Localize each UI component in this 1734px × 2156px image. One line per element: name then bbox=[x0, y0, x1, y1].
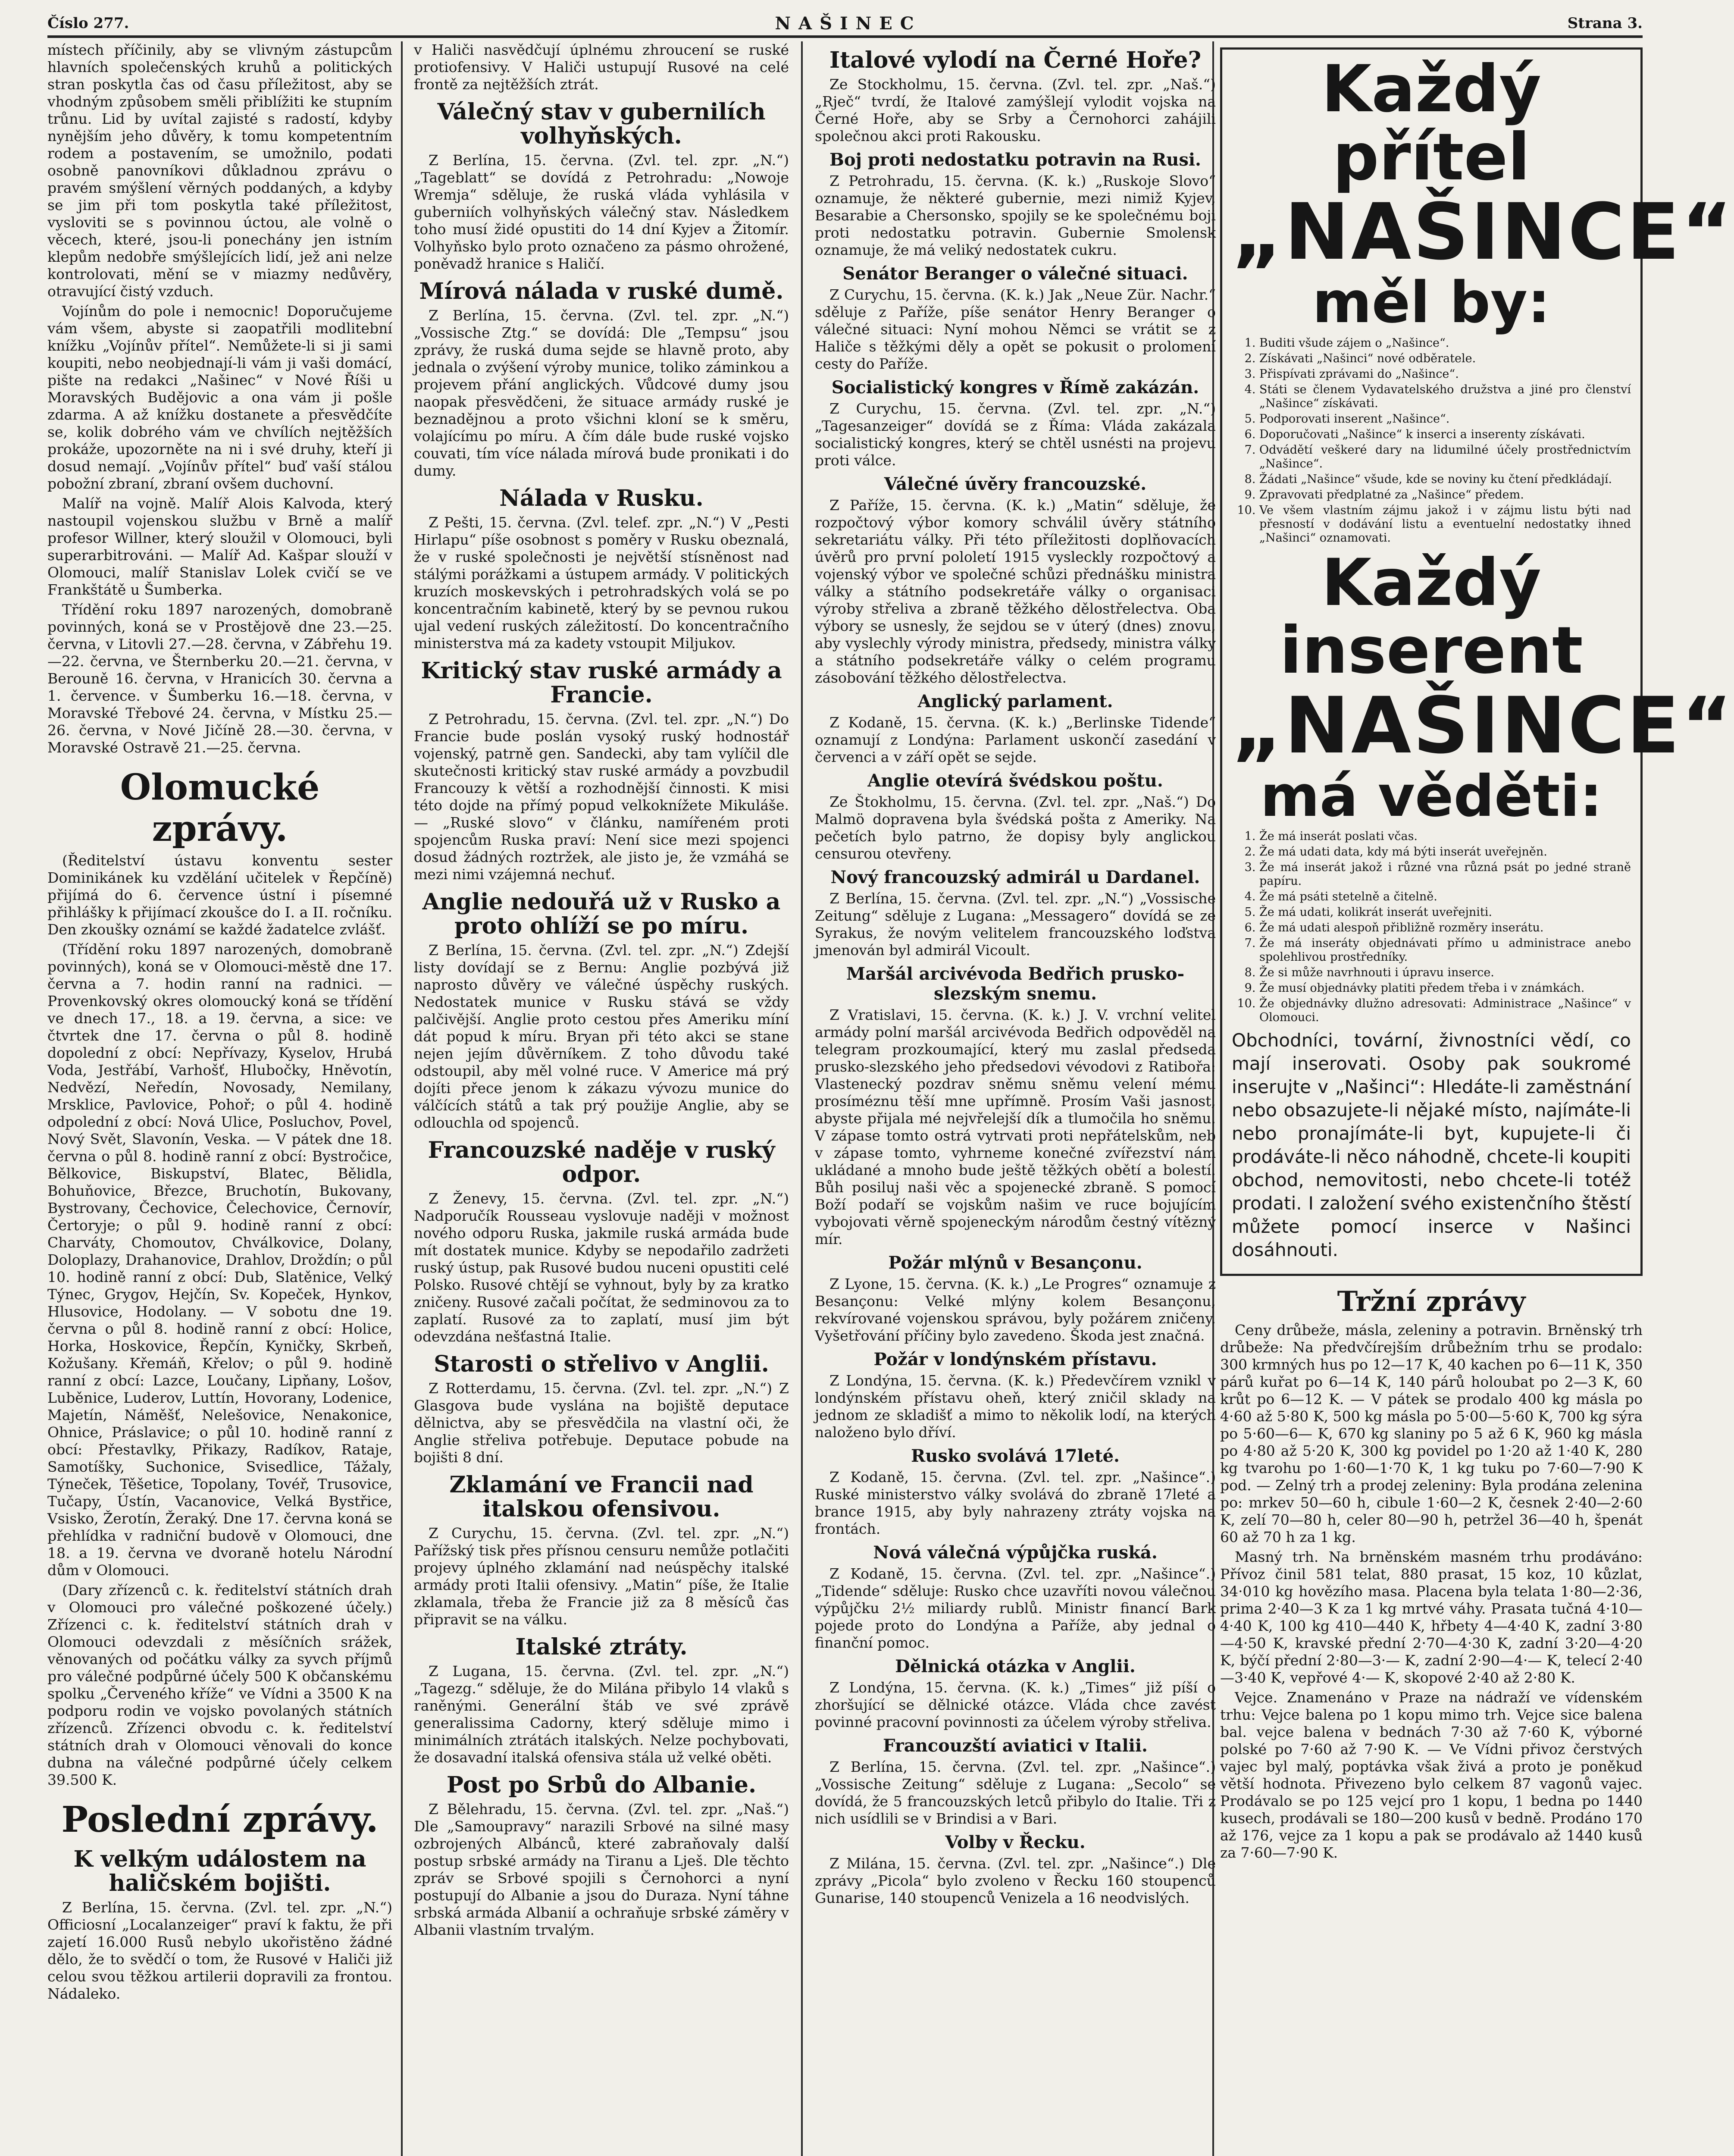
article-paragraph: Z Berlína, 15. června. (Zvl. tel. zpr. „N.“) Officiosní „Localanzeiger“ praví k faktu, že při zajetí 16.000 Rusů nebylo ukořistěno žádné dělo, že to svědčí o tom, že Rusové v Haliči již celou svou těžkou artilerii dopravili za frontou. Nádaleko. bbox=[47, 1899, 392, 2002]
article-paragraph: Z Paříže, 15. června. (K. k.) „Matin“ sděluje, že rozpočtový výbor komory schválil úvěry státního sekretariátu války. Při této příležitosti doplňovacích úvěrů pro první pololetí 1915 vysleckly rozpočtový a vojenský výbor ve společné schůzi přednášku ministra války a státního podsekretáře války o organisaci výroby střeliva a zbraně těžkého dělostřelectva. Oba výbory se usnesly, že sejdou se v úterý (dnes) znovu, aby vyslechly výrody ministra, předsedy, ministra války a státního podsekretáře války o celém programu zásobování těžkého dělostřelectva. bbox=[815, 497, 1216, 686]
article-paragraph: Z Berlína, 15. června. (Zvl. tel. zpr. „N.“) „Vossische Ztg.“ se dovídá: Dle „Tempsu“ jsou zprávy, že ruská duma sejde se hlavně proto, aby jednala o zvýšení výroby munice, toliko záminkou a projevem přání anglických. Vůdcové dumy jsou naopak přesvědčeni, že situace armády ruské je beznadějnou a proto všichni kloní se k směru, volajícímu po míru. A čím dále bude ruské vojsko couvati, tím více nálada mírová bude pronikati i do dumy. bbox=[414, 307, 789, 479]
ad-list bbox=[1232, 830, 1631, 1025]
article-heading: Maršál arcivévoda Bedřich prusko-slezským snemu. bbox=[846, 964, 1185, 1004]
article-paragraph: Z Berlína, 15. června. (Zvl. tel. zpr. „N.“) „Vossische Zeitung“ sděluje z Lugana: „Messagero“ dovídá se ze Syrakus, že novým velitelem francouzského loďstva jmenován byl admirál Vicoult. bbox=[815, 890, 1216, 959]
article-heading: Italové vylodí na Černé Hoře? bbox=[829, 47, 1202, 73]
article-heading: Válečný stav v gubernilích volhyňských. bbox=[437, 99, 766, 149]
article-heading: Požár v londýnském přístavu. bbox=[873, 1349, 1157, 1369]
article-heading: Kritický stav ruské armády a Francie. bbox=[421, 658, 782, 708]
column-3 bbox=[815, 41, 1216, 2156]
article-paragraph: Malíř na vojně. Malíř Alois Kalvoda, který nastoupil vojenskou službu v Brně a malíř profesor Willner, který sloužil v Olomouci, byli superarbitrováni. — Malíř Ad. Kašpar slouží v Olomouci, malíř Stanislav Lolek cvičí se ve Frankštátě u Šumberka. bbox=[47, 495, 392, 598]
article-paragraph: Z Berlína, 15. června. (Zvl. tel. zpr. „Našince“.) „Vossische Zeitung“ sděluje z Lugana: „Secolo“ se dovídá, že 5 francouzských letců přibylo do Italie. Tři z nich usídlili se v Brindisi a v Bari. bbox=[815, 1758, 1216, 1827]
article-paragraph: (Ředitelství ústavu konventu sester Dominikánek ku vzdělání učitelek v Řepčíně) přijímá do 6. července ústní i písemné přihlášky k přijímací zkoušce do I. a II. ročníku. Den zkoušky oznámí se každé žadatelce zvlášť. bbox=[47, 852, 392, 938]
ad-heading: „NAŠINCE“ bbox=[1232, 680, 1734, 771]
column-4 bbox=[1220, 41, 1734, 2156]
article-heading: Volby v Řecku. bbox=[945, 1832, 1086, 1852]
newspaper-title: NAŠINEC bbox=[775, 13, 922, 34]
article-paragraph: Z Lugana, 15. června. (Zvl. tel. zpr. „N.“) „Tagezg.“ sděluje, že do Milána přibylo 14 vlaků s raněnými. Generální štáb ve své zprávě generalissima Cadorny, který sděluje mimo i minimálních ztrátách italských. Nelze pochybovati, že dosavadní italská ofensiva stála už velké oběti. bbox=[414, 1663, 789, 1766]
article-paragraph: Z Berlína, 15. června. (Zvl. tel. zpr. „N.“) Zdejší listy dovídají se z Bernu: Anglie pozbývá již naprosto důvěry ve válečné úspěchy ruských. Nedostatek munice v Rusku stává se vždy palčivější. Anglie proto cestou přes Ameriku míní dát popud k míru. Bryan při této akci se stane nejen jejím důvěrníkem. Z toho důvodu také odstoupil, aby měl volné ruce. V Americe má prý dojíti přece jenom k zákazu vývozu munice do válčících států a tak prý použije Anglie, aby se odlouchla od spojenců. bbox=[414, 942, 789, 1131]
list-item: 10. Ve všem vlastním zájmu jakož i v zájmu listu býti nad přesností v dodávání listu a eventuelní nedostatky ihned „Našinci“ oznamovati. bbox=[1259, 504, 1631, 545]
article-paragraph: Z Lyone, 15. června. (K. k.) „Le Progres“ oznamuje z Besançonu: Velké mlýny kolem Besançonu, rekvírované vojenskou správou, byly požárem zničeny. Vyšetřování příčiny bylo zavedeno. Škoda jest značná. bbox=[815, 1275, 1216, 1344]
article-heading: Válečné úvěry francouzské. bbox=[884, 474, 1147, 494]
column-2 bbox=[414, 41, 789, 2156]
article-heading: Socialistický kongres v Římě zakázán. bbox=[831, 377, 1199, 398]
article-heading: Mírová nálada v ruské dumě. bbox=[419, 278, 784, 304]
article-paragraph: v Haliči nasvědčují úplnému zhroucení se ruské protiofensivy. V Haliči ustupují Rusové na celé frontě za nejtěžších ztrát. bbox=[414, 41, 789, 93]
article-paragraph: Z Rotterdamu, 15. června. (Zvl. tel. zpr. „N.“) Z Glasgova bude vyslána na bojiště deputace dělnictva, aby se přesvědčila na vlastní oči, že Anglie střeliva potřebuje. Deputace pobude na bojišti 8 dní. bbox=[414, 1380, 789, 1466]
article-paragraph: Z Curychu, 15. června. (K. k.) Jak „Neue Zür. Nachr.“ sděluje z Paříže, píše senátor Henry Beranger o válečné situaci: Nyní mohou Němci se vrátit se z Haliče s těžkými děly a opět se pokusit o prolomení cesty do Paříže. bbox=[815, 286, 1216, 372]
article-heading: Nová válečná výpůjčka ruská. bbox=[873, 1542, 1158, 1563]
section-heading: Poslední zprávy. bbox=[61, 1799, 379, 1840]
article-paragraph: Z Kodaně, 15. června. (K. k.) „Berlinske Tidende“ oznamují z Londýna: Parlament uskončí zasedání v červenci a v září opět se sejde. bbox=[815, 714, 1216, 765]
article-paragraph: Z Ženevy, 15. června. (Zvl. tel. zpr. „N.“) Nadporučík Rousseau vyslovuje naději v možnost nového odporu Ruska, jakmile ruská armáda bude mít dostatek munice. Kdyby se nepodařilo zadržeti ruský ústup, pak Rusové budou nuceni opustiti celé Polsko. Rusové chtějí se vyhnout, byly by za kratko zničeny. Rusové začali počítat, že sedminovou za to zaplatí. Rusové za to zaplatí, musí jim být odevzdána nešťastná Italie. bbox=[414, 1190, 789, 1345]
list-item: 2. Že má udati data, kdy má býti inserát uveřejněn. bbox=[1259, 845, 1631, 859]
column-rule bbox=[401, 41, 403, 2156]
article-paragraph: Z Londýna, 15. června. (K. k.) „Times“ již píší o zhoršující se dělnické otázce. Vláda chce zavést povinné pracovní povinnosti za účelem výroby střeliva. bbox=[815, 1679, 1216, 1730]
article-heading: Francouzští aviatici v Italii. bbox=[883, 1736, 1148, 1756]
article-heading: Senátor Beranger o válečné situaci. bbox=[842, 263, 1188, 284]
list-item: 4. Že má psáti stetelně a čitelně. bbox=[1259, 890, 1631, 904]
article-paragraph: Vojínům do pole i nemocnic! Doporučujeme vám všem, abyste si zaopatřili modlitební knížku „Vojínův přítel“. Nemůžete-li si ji sami koupiti, nebo neobjednají-li vám ji vaši domácí, pište na redakci „Našinec“ v Nové Říši u Moravských Budějovic a ona vám ji pošle zdarma. A až knížku dostanete a přesvědčíte se, kolik dobrého vám ve chvílích nejtěžších prokáže, upozorněte na ni i své druhy, kteří ji dosud nemají. „Vojínův přítel“ buď vaší stálou pobožní zbraní, zbraní ovšem duchovní. bbox=[47, 303, 392, 492]
article-paragraph: Z Londýna, 15. června. (K. k.) Předevčírem vznikl v londýnském přístavu oheň, který zničil sklady na jednom ze skladišť a mimo to několik lodí, na kterých naloženo bylo dříví. bbox=[815, 1372, 1216, 1441]
list-item: 1. Že má inserát poslati včas. bbox=[1259, 830, 1631, 843]
article-paragraph: Z Kodaně, 15. června. (Zvl. tel. zpr. „Našince“.) Ruské ministerstvo války svolává do zbraně 17leté a brance 1915, aby byly nahrazeny ztráty vojska na frontách. bbox=[815, 1469, 1216, 1537]
article-heading: Zklamání ve Francii nad italskou ofensivou. bbox=[449, 1472, 754, 1522]
list-item: 6. Že má udati alespoň přibližně rozměry inserátu. bbox=[1259, 921, 1631, 935]
article-heading: Anglie otevírá švédskou poštu. bbox=[867, 771, 1163, 791]
list-item: 10. Že objednávky dlužno adresovati: Administrace „Našince“ v Olomouci. bbox=[1259, 997, 1631, 1025]
advertisement-friend bbox=[1220, 47, 1734, 1276]
list-item: 1. Buditi všude zájem o „Našince“. bbox=[1259, 336, 1631, 350]
header-rule bbox=[47, 35, 1643, 38]
article-heading: Nový francouzský admirál u Dardanel. bbox=[830, 867, 1200, 887]
list-item: 5. Podporovati inserent „Našince“. bbox=[1259, 412, 1631, 426]
article-paragraph: Třídění roku 1897 narozených, domobraně povinných, koná se v Prostějově dne 23.—25. června, v Litovli 27.—28. června, v Zábřehu 19.—22. června, ve Šternberku 20.—21. června, v Berouně 16. června, v Hranicích 30. června a 1. července. v Šumberku 16.—18. června, v Moravské Třebové 24. června, v Místku 25.—26. června, v Nové Jičíně 28.—30. června, v Moravské Ostravě 21.—25. června. bbox=[47, 601, 392, 756]
article-paragraph: Vejce. Znamenáno v Praze na nádraží ve vídenském trhu: Vejce balena po 1 kopu mimo trh. Vejce sice balena bal. vejce balena v bednách 7·30 až 7·60 K, výborné polské po 7·60 až 7·90 K. — Ve Vídni přivoz čerstvých vajec byl malý, poptávka však živá a proto je poněkud větší hodnota. Přivezeno bylo celkem 87 vagonů vajec. Prodávalo se po 125 vejcí pro 1 kopu, 1 bedna po 1440 kusech, prodávali se 180—200 kusů v bedně. Prodáno 170 až 176, vejce za 1 kopu a pak se prodávalo až 1440 kusů za 7·60—7·90 K. bbox=[1220, 1689, 1643, 1861]
ad-text: Obchodníci, tovární, živnostníci vědí, co mají inserovati. Osoby pak soukromé inserujte v „Našinci“: Hledáte-li zaměstnání nebo obsazujete-li nějaké místo, najímáte-li nebo pronajímáte-li byt, kupujete-li či prodáváte-li něco náhodně, chcete-li koupiti obchod, nemovitosti, nebo chcete-li totéž prodati. I založení svého existenčního štěstí můžete pomocí inserce v Našinci dosáhnouti. bbox=[1232, 1030, 1631, 1261]
article-paragraph: Z Petrohradu, 15. června. (Zvl. tel. zpr. „N.“) Do Francie bude poslán vysoký ruský hodnostář vojenský, patrně gen. Sandecki, aby tam vylíčil dle skutečnosti kritický stav ruské armády a povzbudil Francouzy k větší a rozhodnější činnosti. K misi této dojde na přímý popud velkoknížete Mikuláše. — „Ruské slovo“ v článku, namířeném proti spojencům Ruska praví: Není sice mezi spojenci dosud žádných roztržek, ale jisto je, že vzmáhá se mezi nimi vzájemná nechuť. bbox=[414, 711, 789, 883]
article-paragraph: Z Curychu, 15. června. (Zvl. tel. zpr. „N.“) „Tagesanzeiger“ dovídá se z Říma: Vláda zakázala socialistický kongres, který se chtěl usnésti na projevu proti válce. bbox=[815, 400, 1216, 469]
list-item: 9. Že musí objednávky platiti předem třeba i v známkách. bbox=[1259, 981, 1631, 995]
list-item: 6. Doporučovati „Našince“ k inserci a inserenty získávati. bbox=[1259, 428, 1631, 442]
column-1 bbox=[47, 41, 392, 2156]
list-item: 8. Žádati „Našince“ všude, kde se noviny ku čtení předkládají. bbox=[1259, 473, 1631, 486]
article-paragraph: Z Bělehradu, 15. června. (Zvl. tel. zpr. „Naš.“) Dle „Samoupravy“ narazili Srbové na silné masy ozbrojených Albánců, které zabraňovaly další postup srbské armády na Tiranu a Lješ. Dle těchto zpráv se Srbové spojili s Černohorci a nyní postupují do Albanie a jsou do Duraza. Nyní táhne srbská armáda Albanií a ochraňuje srbské záměry v Albanii vlastním trvalým. bbox=[414, 1801, 789, 1938]
list-item: 7. Že má inseráty objednávati přímo u administrace anebo spolehlivou prostředníky. bbox=[1259, 937, 1631, 964]
article-paragraph: Z Milána, 15. června. (Zvl. tel. zpr. „Našince“.) Dle zprávy „Picola“ bylo zvoleno v Řecku 160 stoupenců Gunarise, 140 stoupenců Venizela a 16 neodvislých. bbox=[815, 1855, 1216, 1906]
article-paragraph: místech příčinily, aby se vlivným zástupcům hlavních společenských kruhů a politických stran poskytla čas od času příležitost, aby se vhodným způsobem směli přiblížiti ke stupním trůnu. Lid by uvítal zajisté s radostí, kdyby nynějším jeho důvěry, k tomu kompetentním rodem a postavením, se umožnilo, podati osobně panovníkovi důkladnou zprávu o pravém smýšlení věrných poddaných, a kdyby se jim při tom poskytla také příležitost, vysloviti se s povinnou úctou, ale volně o věcech, které, jsou-li ponechány jen istním klepům nedobře smýšlejících lidí, jež ani nelze kontrolovati, mění se v miazmy nedůvěry, otravující čistý vzduch. bbox=[47, 41, 392, 300]
page-header bbox=[47, 15, 1643, 32]
list-item: 3. Že má inserát jakož i různé vna různá psát po jedné straně papíru. bbox=[1259, 861, 1631, 888]
issue-number: Číslo 277. bbox=[47, 15, 129, 32]
ad-heading: Každý přítel bbox=[1321, 52, 1541, 195]
list-item: 7. Odvádětí veškeré dary na lidumilné účely prostřednictvím „Našince“. bbox=[1259, 443, 1631, 471]
list-item: 8. Že si může navrhnouti i úpravu inserce. bbox=[1259, 966, 1631, 980]
article-heading: Anglický parlament. bbox=[917, 691, 1113, 711]
article-heading: Francouzské naděje v ruský odpor. bbox=[428, 1137, 775, 1188]
article-paragraph: Z Curychu, 15. června. (Zvl. tel. zpr. „N.“) Pařížský tisk přes přísnou censuru nemůže potlačiti projevy úplného zklamání nad neúspěchy italské armády proti Italii ofensivy. „Matin“ píše, že Italie zklamala, třeba že Francie již za 8 měsíců čas připravit se na válku. bbox=[414, 1525, 789, 1628]
ad-heading: má věděti: bbox=[1260, 763, 1603, 830]
article-heading: Boj proti nedostatku potravin na Rusi. bbox=[829, 150, 1201, 170]
list-item: 3. Přispívati zprávami do „Našince“. bbox=[1259, 367, 1631, 381]
list-item: 9. Zpravovati předplatné za „Našince“ předem. bbox=[1259, 488, 1631, 502]
article-paragraph: Ze Štokholmu, 15. června. (Zvl. tel. zpr. „Naš.“) Do Malmö dopravena byla švédská pošta z Ameriky. Na pečetích bylo patrno, že dopisy byly anglickou censurou otevřeny. bbox=[815, 793, 1216, 862]
article-heading: Starosti o střelivo v Anglii. bbox=[434, 1351, 769, 1377]
article-heading: Anglie nedouřá už v Rusko a proto ohlíží se po míru. bbox=[422, 889, 781, 939]
ad-heading: měl by: bbox=[1312, 270, 1550, 336]
article-heading: Nálada v Rusku. bbox=[499, 485, 704, 511]
article-heading: Požár mlýnů v Besançonu. bbox=[888, 1253, 1142, 1273]
article-paragraph: Z Vratislavi, 15. června. (K. k.) J. V. vrchní velitel armády polní maršál arcivévoda Bedřich odpověděl na telegram prozkoumající, který mu zaslal předseda prusko-slezského jeho předsedovi vévodovi z Ratibořa: Vlastenecký pozdrav sněmu sněmu velení mému prosíméznu těší mne upřímně. Prosím Vaši jasnost, abyste přijala mé nejvřelejší dík a tlumočila ho sněmu. V zápase tomto ostrá vytrvati proti nepřátelskům, neb v zápase tomto, vyhrneme konečné zvířezství nám ukládané a mnoho bude ještě těžkých obětí a bolestí. Bůh posiluj naši věc a spojenecké zbraně. S pomocí Boží podaří se vojskům našim ve ruce bojujícím vybojovati věrně spojeneckým národům čestný vítězný mír. bbox=[815, 1006, 1216, 1247]
article-heading: Rusko svolává 17leté. bbox=[911, 1446, 1120, 1466]
ad-list bbox=[1232, 336, 1631, 545]
article-heading: Dělnická otázka v Anglii. bbox=[895, 1656, 1136, 1677]
article-paragraph: Masný trh. Na brněnském masném trhu prodáváno: Přívoz činil 581 telat, 880 prasat, 15 koz, 10 kůzlat, 34·010 kg hovězího masa. Placena byla telata 1·80—2·36, prima 2·40—3 K za 1 kg mrtvé váhy. Prasata tučná 4·10—4·40 K, 100 kg 410—440 K, hřbety 4—4·40 K, zadní 3·80—4·50 K, kravské přední 2·70—4·30 K, zadní 3·20—4·20 K, býčí přední 2·80—3·— K, zadní 2·90—4·— K, telecí 2·40—3·40 K, vepřové 4·— K, skopové 2·40 až 2·80 K. bbox=[1220, 1548, 1643, 1686]
article-paragraph: Z Pešti, 15. června. (Zvl. telef. zpr. „N.“) V „Pesti Hirlapu“ píše osobnost s poměry v Rusku obeznalá, že v ruské společnosti je největší stísněnost nad stálými porážkami a ústupem armády. V politických kruzích moskevských i petrohradských volá se po koncentračním kabinetě, který by se pevnou rukou ujal vedení ruských záležitostí. Do koncentračního ministerstva má za kadety vstoupit Miljukov. bbox=[414, 514, 789, 652]
article-paragraph: Z Berlína, 15. června. (Zvl. tel. zpr. „N.“) „Tageblatt“ se dovídá z Petrohradu: „Nowoje Wremja“ sděluje, že ruská vláda vyhlásila v guberniích volhyňských válečný stav. Následkem toho musí židé opustiti do 14 dní Kyjev a Žitomír. Volhyňsko bylo proto označeno za pásmo ohrožené, poněvadž hranice s Haličí. bbox=[414, 152, 789, 272]
section-heading: Olomucké zprávy. bbox=[120, 767, 320, 849]
ad-heading: „NAŠINCE“ bbox=[1232, 187, 1734, 277]
article-heading: Italské ztráty. bbox=[515, 1634, 688, 1660]
list-item: 4. Státi se členem Vydavatelského družstva a jiné pro členství „Našince“ získávati. bbox=[1259, 383, 1631, 411]
article-paragraph: Ze Stockholmu, 15. června. (Zvl. tel. zpr. „Naš.“) „Rječ“ tvrdí, že Italové zamýšlejí vylodit vojska na Černé Hoře, aby se Srby a Černohorci zahájili společnou akci proti Rakousku. bbox=[815, 76, 1216, 144]
list-item: 5. Že má udati, kolikrát inserát uveřejniti. bbox=[1259, 906, 1631, 919]
section-heading: Tržní zprávy bbox=[1337, 1285, 1526, 1318]
list-item: 2. Získávati „Našinci“ nové odběratele. bbox=[1259, 352, 1631, 366]
article-paragraph: Ceny drůbeže, másla, zeleniny a potravin. Brněnský trh drůbeže: Na předvčírejším drůbežním trhu se prodalo: 300 krmných hus po 12—17 K, 40 kachen po 6—11 K, 350 párů kuřat po 6—14 K, 140 párů holoubat po 2—3 K, 60 krůt po 6—12 K. — V pátek se prodalo 400 kg másla po 4·60 až 5·80 K, 500 kg másla po 5·00—5·60 K, 700 kg sýra po 5·60—6— K, 670 kg slaniny po 5 až 6 K, 960 kg másla po 4·80 až 5·20 K, 300 kg povidel po 1·20 až 1·40 K, 280 kg tvarohu po 1·60—1·70 K, 1 kg tuku po 7·60—7·90 K pod. — Zelný trh a prodej zeleniny: Byla prodána zelenina po: mrkev 50—60 h, cibule 1·60—2 K, česnek 2·40—2·60 K, zelí 70—80 h, celer 80—90 h, petržel 36—40 h, špenát 60 až 70 h za 1 kg. bbox=[1220, 1322, 1643, 1546]
article-heading: K velkým událostem na haličském bojišti. bbox=[73, 1846, 366, 1896]
article-paragraph: (Dary zřízenců c. k. ředitelství státních drah v Olomouci pro válečné poškozené účely.) Zřízenci c. k. ředitelství státních drah v Olomouci odevzdali z měsíčních srážek, věnovaných od počátku války za syvch příjmů pro válečné podpůrné účely 500 K občanskému spolku „Červeného kříže“ ve Vídni a 3500 K na podporu rodin ve vojsko povolaných státních zřízenců. Zřízenci obvodu c. k. ředitelství státních drah v Olomouci věnovali do konce dubna na válečné podpůrné účely celkem 39.500 K. bbox=[47, 1582, 392, 1788]
article-heading: Post po Srbů do Albanie. bbox=[446, 1772, 757, 1798]
column-rule bbox=[801, 41, 803, 2156]
page-number: Strana 3. bbox=[1567, 15, 1643, 32]
article-paragraph: (Třídění roku 1897 narozených, domobraně povinných), koná se v Olomouci-městě dne 17. června a 7. hodin ranní na radnici. — Provenkovský okres olomoucký koná se třídění ve dnech 17., 18. a 19. června, a sice: ve čtvrtek dne 17. června o půl 8. hodině dopolední z obcí: Nepřívazy, Kyselov, Hrubá Voda, Jestřábí, Varhošť, Hlubočky, Hněvotín, Nedvězí, Neředín, Novosady, Nemilany, Mrsklice, Pavlovice, Pohoř; o půl 4. hodině odpolední z obcí: Nová Ulice, Posluchov, Povel, Nový Svět, Slavonín, Veska. — V pátek dne 18. června o půl 8. hodině ranní z obcí: Bystročice, Bělkovice, Biskupství, Blatec, Bělidla, Bohuňovice, Březce, Bruchotín, Bukovany, Bystrovany, Čechovice, Čelechovice, Černovír, Čertoryje; o půl 9. hodině ranní z obcí: Charváty, Chomoutov, Chválkovice, Dolany, Doloplazy, Drahanovice, Drahlov, Droždín; o půl 10. hodině ranní z obcí: Dub, Slatěnice, Velký Týnec, Grygov, Hejčín, Sv. Kopeček, Hynkov, Hlusovice, Hodolany. — V sobotu dne 19. června o půl 8. hodině ranní z obcí: Holice, Horka, Hoskovice, Řepčín, Kyničky, Skrbeň, Kožušany. Křemáň, Křelov; o půl 9. hodině ranní z obcí: Lazce, Loučany, Lipňany, Lošov, Luběnice, Luderov, Luttín, Hovorany, Lodenice, Majetín, Náměšť, Nelešovice, Nenakonice, Ohnice, Práslavice; o půl 10. hodině ranní z obcí: Přestavlky, Přikazy, Radíkov, Rataje, Samotíšky, Suchonice, Svisedlice, Tážaly, Týneček, Těšetice, Topolany, Tovéř, Trusovice, Tučapy, Ústín, Vacanovice, Velká Bystřice, Vsisko, Žerotín, Žeraký. Dne 17. června koná se přehlídka v radniční budově v Olomouci, dne 18. a 19. června ve dvoraně hotelu Národní dům v Olomouci. bbox=[47, 941, 392, 1579]
article-paragraph: Z Petrohradu, 15. června. (K. k.) „Ruskoje Slovo“ oznamuje, že některé gubernie, mezi nimiž Kyjev, Besarabie a Chersonsko, spojily se ke společnému boji proti nedostatku potravin. Gubernie Smolensk oznamuje, že má veliký nedostatek cukru. bbox=[815, 172, 1216, 258]
article-paragraph: Z Kodaně, 15. června. (Zvl. tel. zpr. „Našince“.) „Tidende“ sděluje: Rusko chce uzavříti novou válečnou výpůjčku 2½ miliardy rublů. Ministr financí Bark pojede proto do Londýna a Paříže, aby jednal o finanční pomoc. bbox=[815, 1565, 1216, 1651]
ad-heading: Každý inserent bbox=[1280, 545, 1583, 689]
